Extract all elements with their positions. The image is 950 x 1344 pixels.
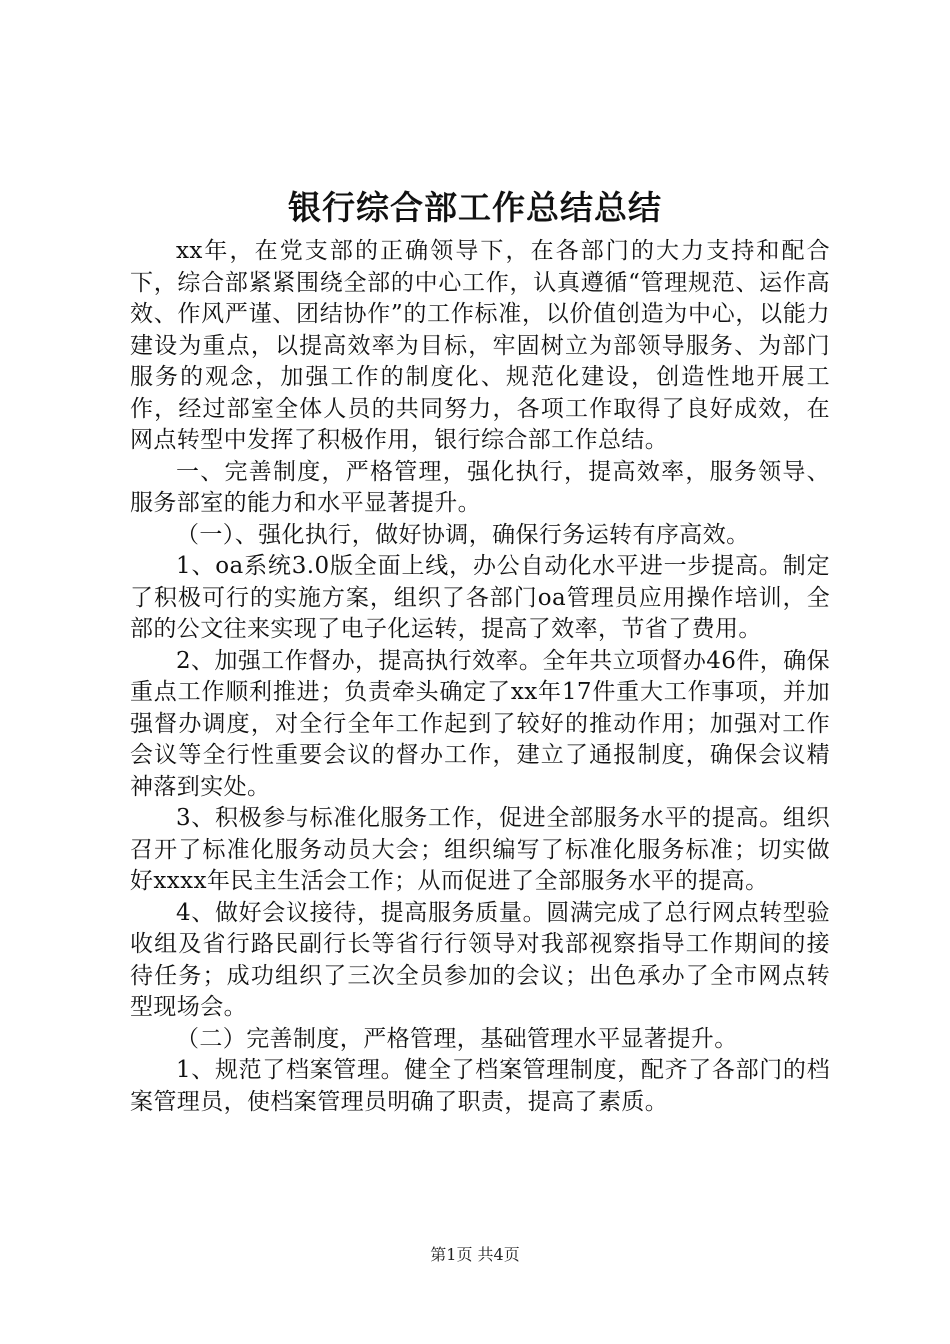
- paragraph-subsection-2-heading: （二）完善制度，严格管理，基础管理水平显著提升。: [176, 1025, 738, 1052]
- page-footer: 第1页 共4页: [430, 1245, 520, 1264]
- paragraph-section-1-heading: 一、完善制度，严格管理，强化执行，提高效率，服务领导、服务部室的能力和水平显著提升。: [130, 458, 830, 516]
- paragraph-subsection-1-heading: （一）、强化执行，做好协调，确保行务运转有序高效。: [176, 521, 750, 548]
- document-title: 银行综合部工作总结总结: [288, 188, 662, 227]
- paragraph-item-4: 4、做好会议接待，提高服务质量。圆满完成了总行网点转型验收组及省行路民副行长等省行行领导对我部视察指导工作期间的接待任务；成功组织了三次全员参加的会议；出色承办了全市网点转型现场会。: [130, 899, 830, 1020]
- paragraph-item-3: 3、积极参与标准化服务工作，促进全部服务水平的提高。组织召开了标准化服务动员大会；组织编写了标准化服务标准；切实做好xxxx年民主生活会工作；从而促进了全部服务水平的提高。: [130, 805, 830, 894]
- paragraph-intro: xx年，在党支部的正确领导下，在各部门的大力支持和配合下，综合部紧紧围绕全部的中心工作，认真遵循“管理规范、运作高效、作风严谨、团结协作”的工作标准，以价值创造为中心，以能力建设为重点，以提高效率为目标，牢固树立为部领导服务、为部门服务的观念，加强工作的制度化、规范化建设，创造性地开展工作，经过部室全体人员的共同努力，各项工作取得了良好成效，在网点转型中发挥了积极作用，银行综合部工作总结。: [130, 238, 830, 453]
- paragraph-item-5: 1、规范了档案管理。健全了档案管理制度，配齐了各部门的档案管理员，使档案管理员明确了职责，提高了素质。: [130, 1057, 830, 1115]
- paragraph-item-1: 1、oa系统3.0版全面上线，办公自动化水平进一步提高。制定了积极可行的实施方案，组织了各部门oa管理员应用操作培训，全部的公文往来实现了电子化运转，提高了效率，节省了费用。: [130, 553, 830, 642]
- paragraph-item-2: 2、加强工作督办，提高执行效率。全年共立项督办46件，确保重点工作顺利推进；负责牵头确定了xx年17件重大工作事项，并加强督办调度，对全行全年工作起到了较好的推动作用；加强对工作会议等全行性重要会议的督办工作，建立了通报制度，确保会议精神落到实处。: [130, 647, 830, 800]
- document-body: [130, 236, 830, 1118]
